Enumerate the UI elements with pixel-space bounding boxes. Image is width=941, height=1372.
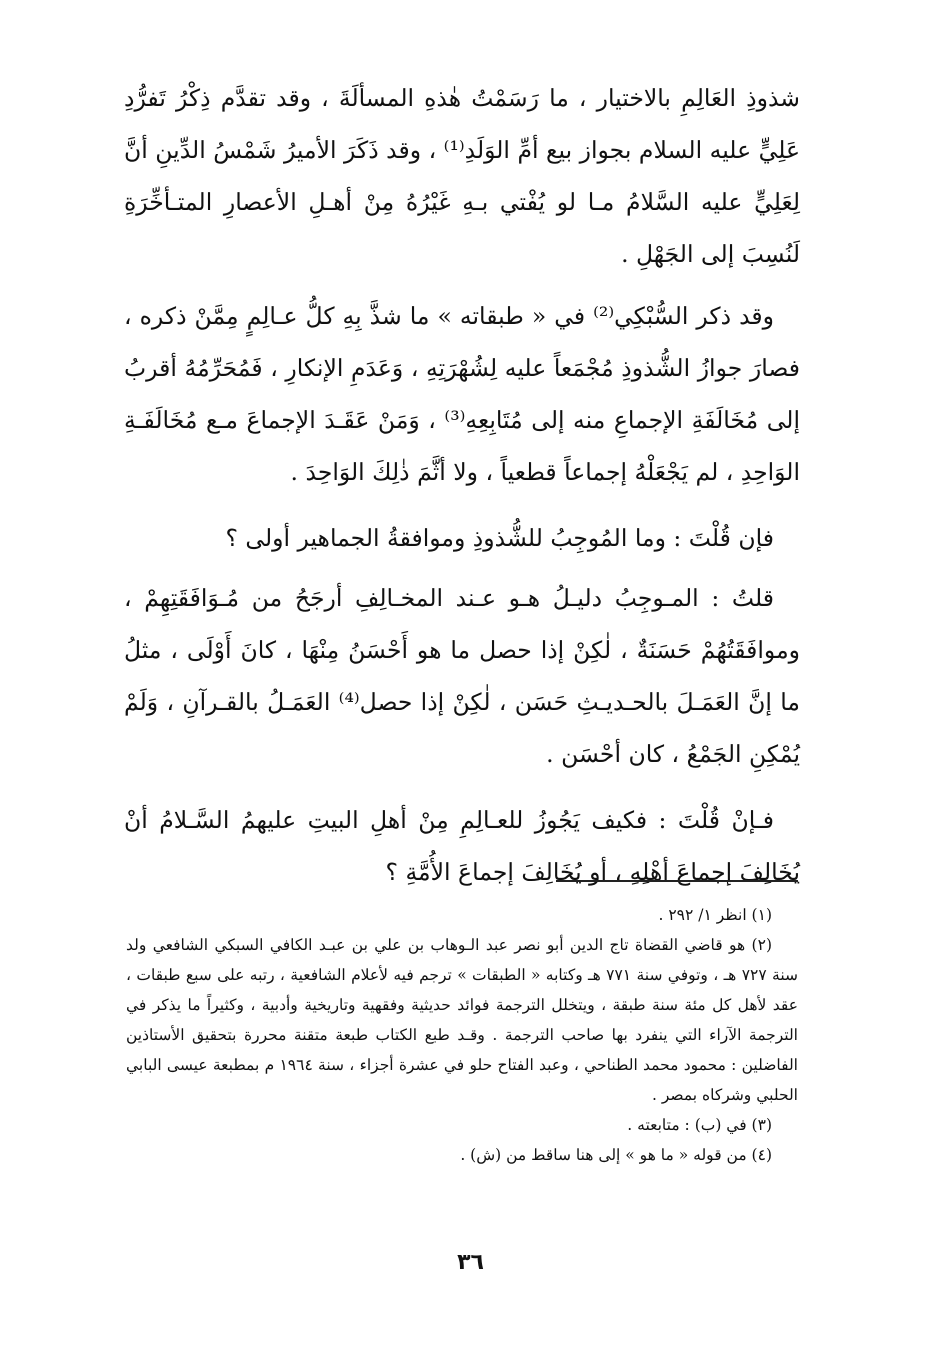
footnote-2: (٢) هو قاضي القضاة تاج الدين أبو نصر عبد الـوهاب بن علي بن عبـد الكافي السبكي الشافعي ولد سنة ٧٢٧ هـ ، وتوفي سنة ٧٧١ هـ وكتابه « الطبقات » ترجم فيه لأعلام الشافعية ، رتبه على سبع طبقات ، عقد لأهل كل مئة سنة طبقة ، ويتخلل الترجمة فوائد حديثية وفقهية وتاريخية وأدبية ، وكثيراً ما يذكر في الترجمة الآراء التي ينفرد بها صاحب الترجمة . وقـد طبع الكتاب طبعة متقنة محررة بتحقيق الأستاذين الفاضلين : محمود محمد الطناحي ، وعبد الفتاح حلو في عشرة أجزاء ، سنة ١٩٦٤ م بمطبعة عيسى البابي الحلبي وشركاه بمصر . xyxy=(126,936,798,1104)
page-number: ٣٦ xyxy=(457,1250,484,1275)
footnotes xyxy=(126,900,798,1170)
footnote-4: (٤) من قوله « ما هو » إلى هنا ساقط من (ش) . xyxy=(460,1146,772,1164)
footnote-1: (١) انظر ١/ ٢٩٢ . xyxy=(658,906,772,924)
paragraph-1: شذوذِ العَالِمِ بالاختيار ، ما رَسَمْتُ هٰذهِ المسألَةَ ، وقد تقدَّم ذِكْرُ تَفرُّدِ عَلِيٍّ عليه السلام بجواز بيع أمِّ الوَلَدِ⁽¹⁾ ، وقد ذَكَرَ الأميرُ شَمْسُ الدِّينِ أنَّ لِعَلِيٍّ عليه السَّلامُ مـا لو يُفْتي بـهِ غَيْرُهُ مِنْ أهـلِ الأعصارِ المتـأخِّرَةِ لَنُسِبَ إلى الجَهْلِ . xyxy=(124,84,800,268)
paragraph-4: قلتُ : المـوجِبُ دليـلُ هـو عـند المخـالِفِ أرجَحُ من مُـوَافَقَتِهِمْ ، وموافَقَتُهُمْ حَسَنَةٌ ، لٰكِنْ إذا حصل ما هو أَحْسَنُ مِنْهَا ، كانَ أَوْلَى ، مثلُ ما إنَّ العَمَـلَ بالحـديـثِ حَسَن ، لٰكِنْ إذا حصل⁽⁴⁾ العَمَـلُ بالقـرآنِ ، وَلَمْ يُمْكِنِ الجَمْعُ ، كان أحْسَن . xyxy=(124,584,800,768)
paragraph-3: فإن قُلْتَ : وما المُوجِبُ للشُّذوذِ وموافقةُ الجماهير أولى ؟ xyxy=(225,524,774,552)
main-text xyxy=(124,72,800,898)
paragraph-5: فـإنْ قُلْتَ : فكيف يَجُوزُ للعـالِمِ مِنْ أهلِ البيتِ عليهمُ السَّـلامُ أنْ يُخَالِفَ إجماعَ أهْلِهِ ، أو يُخَالِفَ إجماعَ الأُمَّةِ ؟ xyxy=(124,806,800,886)
paragraph-2: وقد ذكر السُّبْكِي⁽²⁾ في « طبقاته » ما شذَّ بِهِ كلُّ عـالِمٍ مِمَّنْ ذكره ، فصارَ جوازُ الشُّذوذِ مُجْمَعاً عليه لِشُهْرَتِهِ ، وَعَدَمِ الإنكارِ ، فَمُحَرِّمُهُ أقربُ إلى مُخَالَفَةِ الإجماعِ منه إلى مُتَابِعِهِ⁽³⁾ ، وَمَنْ عَقَـدَ الإجماعَ مـع مُخَالَفَـةِ الوَاحِدِ ، لم يَجْعَلْهُ إجماعاً قطعياً ، ولا أثَّمَ ذٰلِكَ الوَاحِدَ . xyxy=(124,302,800,486)
footnote-divider xyxy=(556,880,798,882)
footnote-3: (٣) في (ب) : متابعته . xyxy=(627,1116,772,1134)
